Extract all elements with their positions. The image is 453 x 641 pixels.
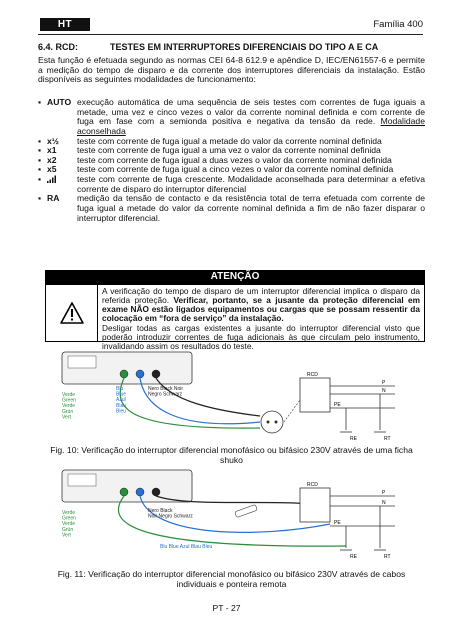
fig10-blue-label: Blu Blue Azul Blau Bleu (116, 386, 127, 415)
header-divider (38, 34, 423, 35)
figure-11-diagram (60, 468, 400, 562)
mode-key: x½ (47, 135, 59, 146)
fig10-green-label: Verde Green Verde Grün Vert (62, 392, 76, 421)
fig10-caption: Fig. 10: Verificação do interruptor diferencial monofásico ou bifásico 230V através de uma ficha shuko (50, 445, 413, 465)
mode-item (38, 98, 425, 137)
attention-text (98, 285, 424, 351)
fig10-re-label: RE (350, 436, 357, 442)
attention-p1: A verificação do tempo de disparo de um interruptor diferencial implica o disparo da referida proteção. (102, 286, 420, 306)
fig10-rt-label: RT (384, 436, 391, 442)
bullet-icon: ▪ (38, 135, 42, 146)
fig11-p-label: P (382, 490, 386, 496)
bullet-icon: ▪ (38, 145, 42, 156)
mode-key: x1 (47, 145, 57, 156)
fig11-green-label: Verde Green Verde Grün Vert (62, 510, 76, 539)
fig11-rt-label: RT (384, 554, 391, 560)
fig10-rcd-label: RCD (307, 372, 318, 378)
mode-recommended: Modalidade aconselhada (77, 116, 425, 136)
mode-key: x2 (47, 154, 57, 165)
mode-description (77, 175, 425, 194)
bullet-icon: ▪ (38, 174, 42, 184)
mode-text: teste com corrente de fuga igual a cinco vezes o valor da corrente nominal definida (77, 164, 394, 175)
fig10-p-label: P (382, 380, 386, 386)
fig11-caption: Fig. 11: Verificação do interruptor diferencial monofásico ou bifásico 230V através de cabos individuais e ponteira remota (57, 569, 406, 589)
attention-box (45, 284, 425, 351)
fig11-pe-label: PE (334, 520, 341, 526)
mode-description (77, 98, 425, 137)
figure-10-diagram (60, 350, 400, 444)
modes-list (38, 98, 425, 223)
bullet-icon: ▪ (38, 97, 42, 107)
attention-p1-bold: Verificar, portanto, se a jusante da proteção diferencial em exame NÃO estão ligados equipamentos ou cargas que se possam ressentir da colocação em “fora de serviço” da instalação. (102, 295, 420, 324)
section-title: TESTES EM INTERRUPTORES DIFERENCIAIS DO TIPO A E CA (110, 42, 379, 52)
mode-item (38, 194, 425, 223)
intro-paragraph: Esta função é efetuada segundo as normas CEI 64-8 612.9 e apêndice D, IEC/EN61557-6 e permite a medição do tempo de disparo e da corrente dos interruptores diferenciais da instalação. Estão disponíveis as seguintes modalidades de funcionamento: (38, 55, 425, 85)
mode-text: teste com corrente de fuga crescente. Modalidade aconselhada para determinar a efetiva corrente de disparo do interruptor diferencial (77, 174, 425, 194)
fig11-n-label: N (382, 500, 386, 506)
mode-text: execução automática de uma sequência de seis testes com correntes de fuga iguais a metade, uma vez e cinco vezes o valor da corrente nominal definida e com corrente de fuga em fase com a semionda positiva e negativa da tensão da rede. (77, 97, 425, 127)
fig11-black-label: Nero Black Noir Negro Schwarz (148, 508, 193, 520)
family-label: Família 400 (373, 19, 423, 30)
bullet-icon: ▪ (38, 193, 42, 204)
ramp-icon (47, 175, 77, 194)
fig11-blue-label: Blu Blue Azul Blau Bleu (160, 544, 213, 550)
fig11-re-label: RE (350, 554, 357, 560)
mode-text: medição da tensão de contacto e da resistência total de terra efetuada com corrente de fuga igual a metade do valor da corrente nominal definida a fim de não fazer disparar o interruptor diferencial. (77, 193, 425, 223)
attention-title: ATENÇÃO (45, 270, 425, 284)
fig10-n-label: N (382, 388, 386, 394)
fig10-black-label: Nero Black Noir Negro Schwarz (148, 386, 184, 398)
mode-key: x5 (47, 164, 57, 175)
mode-key: RA (47, 193, 60, 204)
mode-item (38, 175, 425, 194)
page-number: PT - 27 (212, 603, 241, 613)
mode-text: teste com corrente de fuga igual a metade do valor da corrente nominal definida (77, 135, 382, 146)
mode-text: teste com corrente de fuga igual a uma vez o valor da corrente nominal definida (77, 145, 381, 156)
mode-text: teste com corrente de fuga igual a duas vezes o valor da corrente nominal definida (77, 154, 392, 165)
fig11-rcd-label: RCD (307, 482, 318, 488)
bullet-icon: ▪ (38, 154, 42, 165)
warning-icon (46, 285, 98, 341)
mode-description (77, 194, 425, 223)
section-heading (38, 42, 425, 52)
section-number: 6.4. RCD: (38, 42, 79, 52)
mode-key: AUTO (47, 97, 72, 107)
ht-logo: HT (40, 18, 90, 31)
attention-p2: Desligar todas as cargas existentes a jusante do interruptor diferencial visto que poderão introduzir correntes de fuga adicionais às que circulam pelo instrumento, invalidando assim os resultados do teste. (102, 322, 420, 351)
fig10-pe-label: PE (334, 402, 341, 408)
bullet-icon: ▪ (38, 164, 42, 175)
